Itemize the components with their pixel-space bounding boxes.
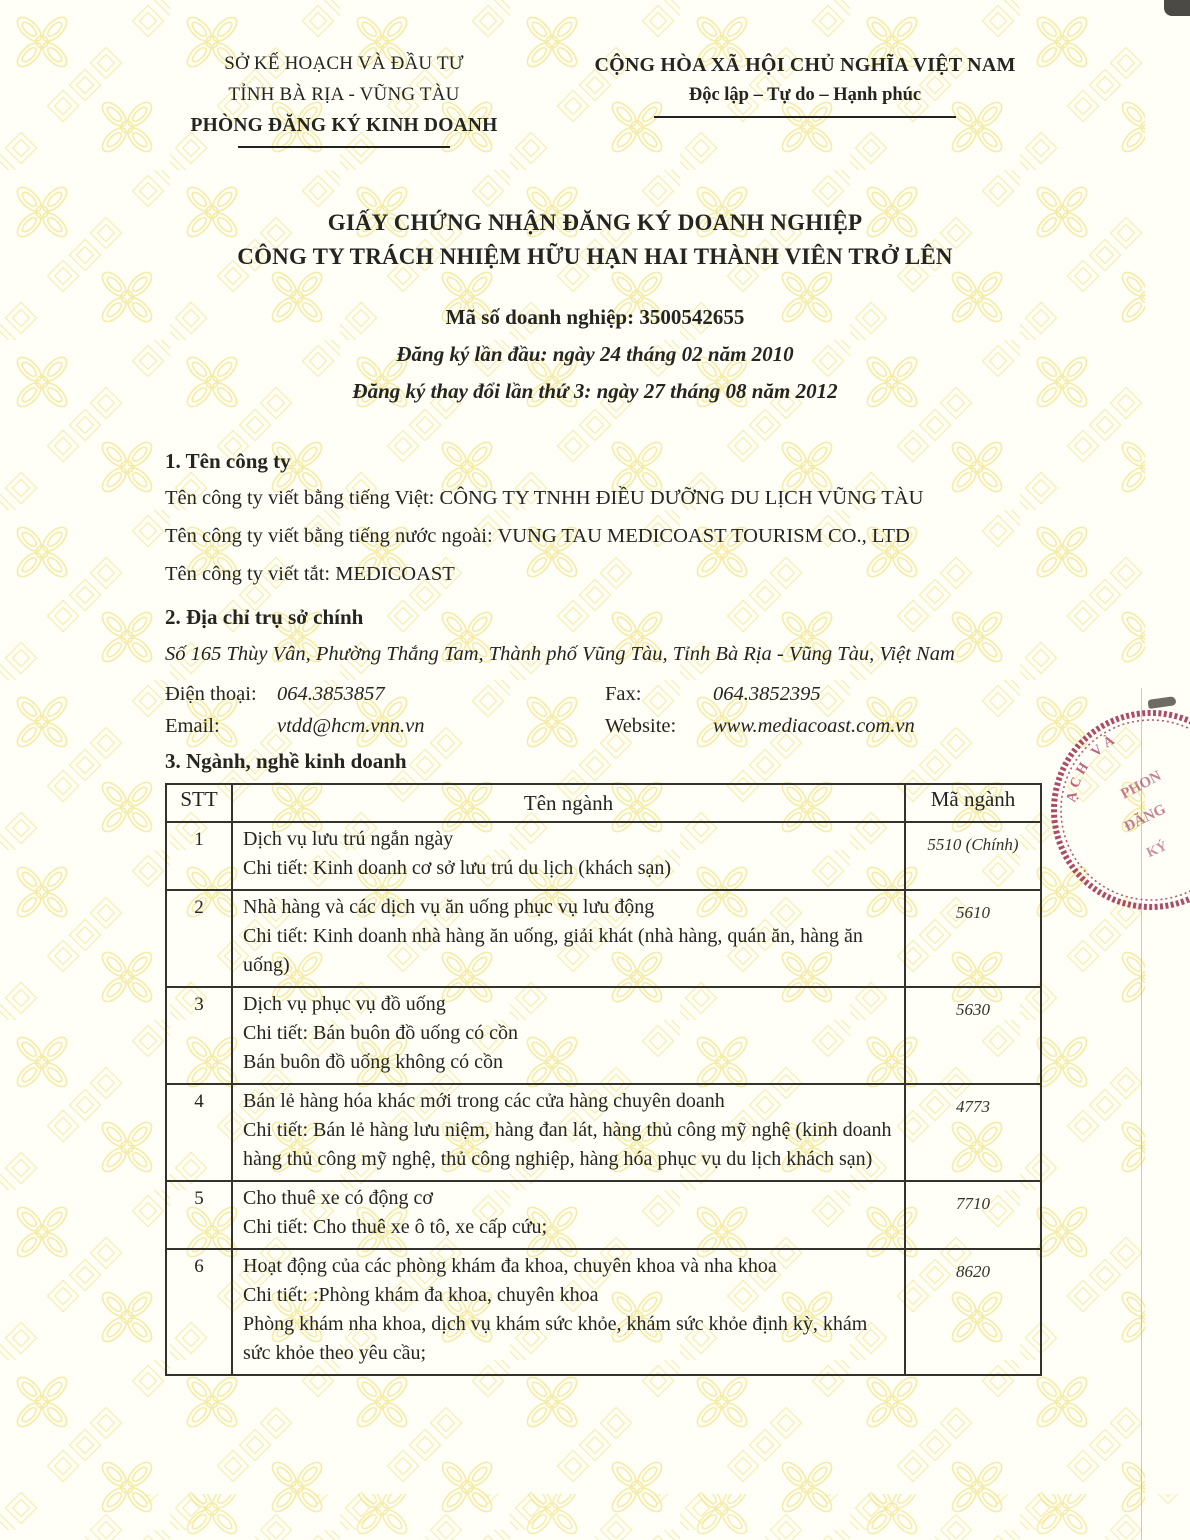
change-registration-line: Đăng ký thay đổi lần thứ 3: ngày 27 tháng 08 năm 2012: [352, 379, 838, 403]
enterprise-code-line: Mã số doanh nghiệp: 3500542655: [445, 305, 745, 329]
national-header-block: [572, 52, 1038, 118]
section3-heading: 3. Ngành, nghề kinh doanh: [165, 749, 407, 773]
certificate-title-line-1: GIẤY CHỨNG NHẬN ĐĂNG KÝ DOANH NGHIỆP: [327, 210, 863, 235]
table-body: [166, 822, 1041, 1375]
motto-underline: [654, 116, 956, 118]
company-name-abbreviated: [165, 559, 1042, 589]
industry-line: Cho thuê xe có động cơ: [243, 1187, 433, 1209]
section2-heading: 2. Địa chỉ trụ sở chính: [165, 605, 364, 629]
column-header-ten-nganh: Tên ngành: [232, 784, 905, 822]
phone-value: 064.3853857: [277, 683, 385, 705]
industry-code: 7710: [905, 1181, 1041, 1249]
phone-group: [165, 679, 605, 709]
industry-detail-line: Bán buôn đồ uống không có cồn: [243, 1051, 503, 1073]
industry-code: 5610: [905, 890, 1041, 987]
vn-name-value: CÔNG TY TNHH ĐIỀU DƯỠNG DU LỊCH VŨNG TÀU: [439, 487, 924, 509]
foreign-name-value: VUNG TAU MEDICOAST TOURISM CO., LTD: [497, 525, 910, 547]
first-registration-line: Đăng ký lần đầu: ngày 24 tháng 02 năm 2010: [396, 342, 794, 366]
scan-corner-smudge: [1164, 0, 1190, 16]
row-number: 6: [166, 1249, 232, 1375]
column-header-ma-nganh: Mã ngành: [905, 784, 1041, 822]
website-value: www.mediacoast.com.vn: [713, 715, 915, 737]
industry-detail-line: Chi tiết: Bán lẻ hàng lưu niệm, hàng đan lát, hàng thủ công mỹ nghệ (kinh doanh hàng thủ công mỹ nghệ, thủ công nghiệp, hàng hóa phục vụ du lịch khách sạn): [243, 1119, 892, 1170]
website-group: [605, 711, 1042, 741]
email-label: Email:: [165, 715, 220, 737]
fax-label: Fax:: [605, 683, 642, 705]
industry-detail-line: Phòng khám nha khoa, dịch vụ khám sức khỏe, khám sức khỏe định kỳ, khám sức khỏe theo yêu cầu;: [243, 1313, 868, 1364]
phone-fax-row: [165, 679, 1042, 709]
vn-name-label: Tên công ty viết bằng tiếng Việt:: [165, 487, 435, 509]
industry-detail-line: Chi tiết: :Phòng khám đa khoa, chuyên khoa: [243, 1284, 599, 1306]
certificate-title: [0, 206, 1190, 274]
industry-line: Hoạt động của các phòng khám đa khoa, chuyên khoa và nha khoa: [243, 1255, 777, 1277]
table-row: [166, 1249, 1041, 1375]
foreign-name-label: Tên công ty viết bằng tiếng nước ngoài:: [165, 525, 493, 547]
stamp-center-text-1: PHON: [1118, 768, 1165, 803]
table-header-row: [166, 784, 1041, 822]
company-name-foreign: [165, 521, 1042, 551]
industry-name-cell: [232, 1249, 905, 1375]
industry-code: 5630: [905, 987, 1041, 1084]
industry-line: Bán lẻ hàng hóa khác mới trong các cửa hàng chuyên doanh: [243, 1090, 725, 1112]
email-group: [165, 711, 605, 741]
email-website-row: [165, 711, 1042, 741]
business-lines-table: [165, 783, 1042, 1376]
issuer-line-1: SỞ KẾ HOẠCH VÀ ĐẦU TƯ: [224, 53, 464, 74]
issuer-line-3: PHÒNG ĐĂNG KÝ KINH DOANH: [190, 115, 498, 136]
section1-heading: 1. Tên công ty: [165, 449, 291, 473]
industry-code: 4773: [905, 1084, 1041, 1181]
short-name-value: MEDICOAST: [335, 563, 455, 585]
stamp-center-text-2: ĐĂNG: [1121, 801, 1169, 836]
issuing-authority-block: [168, 48, 520, 148]
industry-name-cell: [232, 1084, 905, 1181]
industry-detail-line: Chi tiết: Bán buôn đồ uống có cồn: [243, 1022, 518, 1044]
head-office-address: Số 165 Thùy Vân, Phường Thắng Tam, Thành phố Vũng Tàu, Tỉnh Bà Rịa - Vũng Tàu, Việt Nam: [165, 643, 955, 665]
industry-detail-line: Chi tiết: Kinh doanh nhà hàng ăn uống, giải khát (nhà hàng, quán ăn, hàng ăn uống): [243, 925, 863, 976]
phone-label: Điện thoại:: [165, 683, 257, 705]
row-number: 4: [166, 1084, 232, 1181]
national-motto: Độc lập – Tự do – Hạnh phúc: [688, 85, 922, 105]
red-circular-stamp: [1036, 692, 1190, 928]
fax-group: [605, 679, 1042, 709]
table-header: [166, 784, 1041, 822]
website-label: Website:: [605, 715, 677, 737]
document-body: [165, 447, 1042, 1376]
industry-line: Dịch vụ lưu trú ngắn ngày: [243, 828, 454, 850]
column-header-stt: STT: [166, 784, 232, 822]
registration-meta: [0, 303, 1190, 405]
stamp-center-text-3: KÝ: [1144, 838, 1170, 862]
table-row: [166, 822, 1041, 890]
industry-name-cell: [232, 987, 905, 1084]
issuer-underline: [238, 146, 450, 148]
certificate-title-line-2: CÔNG TY TRÁCH NHIỆM HỮU HẠN HAI THÀNH VIÊN TRỞ LÊN: [237, 244, 953, 269]
national-title: CỘNG HÒA XÃ HỘI CHỦ NGHĨA VIỆT NAM: [594, 54, 1016, 76]
industry-detail-line: Chi tiết: Cho thuê xe ô tô, xe cấp cứu;: [243, 1216, 548, 1238]
row-number: 3: [166, 987, 232, 1084]
row-number: 2: [166, 890, 232, 987]
email-value: vtdd@hcm.vnn.vn: [277, 715, 425, 737]
table-row: [166, 1084, 1041, 1181]
fax-value: 064.3852395: [713, 683, 821, 705]
table-row: [166, 987, 1041, 1084]
industry-name-cell: [232, 1181, 905, 1249]
industry-line: Dịch vụ phục vụ đồ uống: [243, 993, 446, 1015]
short-name-label: Tên công ty viết tắt:: [165, 563, 331, 585]
industry-name-cell: [232, 822, 905, 890]
table-row: [166, 1181, 1041, 1249]
company-name-vietnamese: [165, 483, 1042, 513]
stamp-ring-text: ẠCH VÀ: [1064, 731, 1121, 804]
industry-code: 8620: [905, 1249, 1041, 1375]
industry-detail-line: Chi tiết: Kinh doanh cơ sở lưu trú du lịch (khách sạn): [243, 857, 672, 879]
stamp-graphic: [1036, 692, 1190, 928]
issuer-line-2: TỈNH BÀ RỊA - VŨNG TÀU: [228, 84, 460, 105]
industry-code: 5510 (Chính): [905, 822, 1041, 890]
row-number: 5: [166, 1181, 232, 1249]
row-number: 1: [166, 822, 232, 890]
table-row: [166, 890, 1041, 987]
industry-name-cell: [232, 890, 905, 987]
industry-line: Nhà hàng và các dịch vụ ăn uống phục vụ lưu động: [243, 896, 655, 918]
